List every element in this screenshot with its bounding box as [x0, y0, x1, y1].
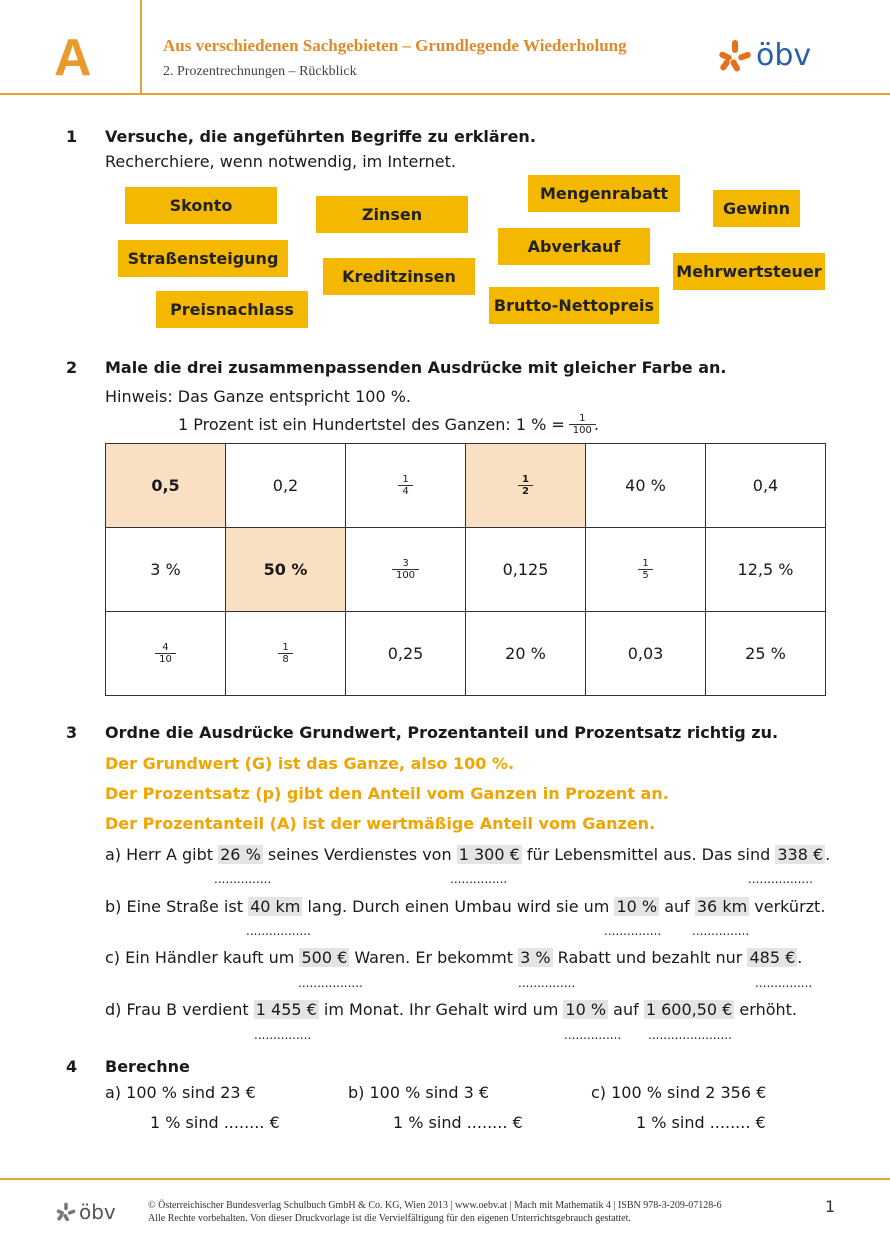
term-tag: Gewinn: [713, 190, 800, 227]
task-instruction: Recherchiere, wenn notwendig, im Internet.: [105, 152, 456, 171]
task-number: 3: [66, 723, 78, 742]
exercise-4a: a) 100 % sind 23 €: [105, 1083, 256, 1102]
exercise-text: seines Verdienstes von: [262, 845, 457, 864]
term-tag: Brutto-Nettopreis: [489, 287, 659, 324]
hint-text-fraction: [178, 413, 599, 436]
answer-4c[interactable]: 1 % sind ........ €: [636, 1113, 766, 1132]
fraction: [394, 558, 417, 581]
copyright-line: © Österreichischer Bundesverlag Schulbuch GmbH & Co. KG, Wien 2013 | www.oebv.at | Mach mit Mathematik 4 | ISBN 978-3-209-07128-6: [148, 1200, 722, 1211]
table-cell[interactable]: [346, 444, 466, 528]
term-tag: Preisnachlass: [156, 291, 308, 328]
answer-blank[interactable]: ...............: [692, 924, 750, 938]
exercise-text: auf: [608, 1000, 644, 1019]
fraction-numerator: 1: [522, 474, 529, 485]
chapter-title: Aus verschiedenen Sachgebieten – Grundlegende Wiederholung: [163, 36, 627, 55]
star-icon: [718, 39, 752, 73]
chapter-letter: A: [54, 29, 92, 87]
table-cell[interactable]: [586, 528, 706, 612]
fraction: [157, 642, 174, 665]
task-title: Versuche, die angeführten Begriffe zu erklären.: [105, 127, 536, 146]
chapter-subtitle: 2. Prozentrechnungen – Rückblick: [163, 64, 357, 79]
fraction: [571, 413, 594, 436]
task-title: Berechne: [105, 1057, 190, 1076]
answer-blank[interactable]: .................: [246, 924, 311, 938]
footer-logo-text: öbv: [79, 1200, 116, 1224]
page-number: 1: [825, 1197, 836, 1216]
definition-prozentsatz: Der Prozentsatz (p) gibt den Anteil vom Ganzen in Prozent an.: [105, 784, 669, 803]
exercise-text: .: [825, 845, 831, 864]
answer-blank[interactable]: ...............: [518, 976, 576, 990]
value-box: 40 km: [250, 897, 301, 916]
answer-blank[interactable]: ...............: [755, 976, 813, 990]
exercise-a: [105, 845, 830, 864]
table-cell[interactable]: 3 %: [106, 528, 226, 612]
table-cell[interactable]: 40 %: [586, 444, 706, 528]
task-number: 1: [66, 127, 78, 146]
value-box: 26 %: [220, 845, 261, 864]
answer-blank[interactable]: ...............: [450, 872, 508, 886]
fraction: [280, 642, 290, 665]
exercise-d: [105, 1000, 797, 1019]
hint-suffix: .: [593, 415, 599, 434]
exercise-text: lang. Durch einen Umbau wird sie um: [302, 897, 615, 916]
header-divider-horizontal: [0, 93, 890, 95]
value-box: 338 €: [777, 845, 824, 864]
table-cell[interactable]: 0,5: [106, 444, 226, 528]
value-box: 1 600,50 €: [645, 1000, 733, 1019]
table-cell[interactable]: 0,25: [346, 612, 466, 696]
fraction: [400, 474, 410, 497]
definition-grundwert: Der Grundwert (G) ist das Ganze, also 100 %.: [105, 754, 515, 773]
value-box: 10 %: [565, 1000, 607, 1019]
exercise-4b: b) 100 % sind 3 €: [348, 1083, 490, 1102]
fraction-numerator: 1: [402, 474, 409, 485]
value-box: 1 455 €: [255, 1000, 317, 1019]
table-cell[interactable]: [346, 528, 466, 612]
answer-blank[interactable]: .................: [298, 976, 363, 990]
publisher-logo: [718, 38, 811, 73]
answer-blank[interactable]: ...............: [254, 1028, 312, 1042]
fraction-denominator: 100: [395, 570, 416, 581]
table-row: [106, 528, 826, 612]
value-box: 10 %: [616, 897, 658, 916]
exercise-4c: c) 100 % sind 2 356 €: [591, 1083, 767, 1102]
value-box: 500 €: [301, 948, 348, 967]
answer-4a[interactable]: 1 % sind ........ €: [150, 1113, 280, 1132]
exercise-text: auf: [659, 897, 695, 916]
table-cell[interactable]: 20 %: [466, 612, 586, 696]
answer-4b[interactable]: 1 % sind ........ €: [393, 1113, 523, 1132]
answer-blank[interactable]: ...............: [604, 924, 662, 938]
exercise-text: Waren. Er bekommt: [349, 948, 519, 967]
exercise-c: [105, 948, 802, 967]
answer-blank[interactable]: ...............: [564, 1028, 622, 1042]
table-cell[interactable]: 0,03: [586, 612, 706, 696]
fraction-numerator: 1: [579, 413, 586, 424]
task-number: 2: [66, 358, 78, 377]
answer-blank[interactable]: .................: [748, 872, 813, 886]
star-icon: [56, 1202, 76, 1222]
exercise-text: c) Ein Händler kauft um: [105, 948, 300, 967]
task-number: 4: [66, 1057, 78, 1076]
rights-line: Alle Rechte vorbehalten. Von dieser Druckvorlage ist die Vervielfältigung für den eigenen Unterrichtsgebrauch gestattet.: [148, 1213, 631, 1224]
exercise-text: b) Eine Straße ist: [105, 897, 249, 916]
exercise-b: [105, 897, 825, 916]
exercise-text: .: [797, 948, 803, 967]
task-title: Ordne die Ausdrücke Grundwert, Prozentanteil und Prozentsatz richtig zu.: [105, 723, 779, 742]
table-row: [106, 612, 826, 696]
fraction-numerator: 1: [282, 642, 289, 653]
term-tag: Zinsen: [316, 196, 468, 233]
term-tag: Straßensteigung: [118, 240, 288, 277]
exercise-text: für Lebensmittel aus. Das sind: [521, 845, 776, 864]
table-row: [106, 444, 826, 528]
fraction: [520, 474, 531, 497]
term-tag: Mehrwertsteuer: [673, 253, 825, 290]
fraction-denominator: 8: [282, 654, 289, 665]
table-cell[interactable]: 12,5 %: [706, 528, 826, 612]
table-cell[interactable]: 50 %: [226, 528, 346, 612]
fraction-numerator: 4: [162, 642, 169, 653]
fraction-denominator: 2: [522, 486, 529, 497]
hint-text: Hinweis: Das Ganze entspricht 100 %.: [105, 387, 412, 406]
term-tag: Mengenrabatt: [528, 175, 680, 212]
exercise-text: im Monat. Ihr Gehalt wird um: [318, 1000, 564, 1019]
table-cell[interactable]: [466, 444, 586, 528]
fraction-denominator: 100: [572, 425, 592, 436]
exercise-text: Rabatt und bezahlt nur: [552, 948, 748, 967]
definition-prozentanteil: Der Prozentanteil (A) ist der wertmäßige Anteil vom Ganzen.: [105, 814, 656, 833]
table-cell[interactable]: 0,2: [226, 444, 346, 528]
exercise-text: d) Frau B verdient: [105, 1000, 254, 1019]
term-tag: Kreditzinsen: [323, 258, 475, 295]
fraction-numerator: 1: [642, 558, 649, 569]
term-tag: Abverkauf: [498, 228, 650, 265]
fraction-denominator: 10: [159, 654, 172, 665]
table-cell[interactable]: 0,125: [466, 528, 586, 612]
fraction-numerator: 3: [402, 558, 409, 569]
footer-logo: [56, 1200, 116, 1224]
table-cell[interactable]: 0,4: [706, 444, 826, 528]
value-box: 36 km: [696, 897, 748, 916]
value-box: 1 300 €: [458, 845, 520, 864]
matching-table: [105, 443, 826, 696]
footer-divider: [0, 1178, 890, 1180]
exercise-text: verkürzt.: [749, 897, 826, 916]
answer-blank[interactable]: ......................: [648, 1028, 732, 1042]
fraction-denominator: 4: [402, 486, 409, 497]
task-title: Male die drei zusammenpassenden Ausdrücke mit gleicher Farbe an.: [105, 358, 727, 377]
term-tag: Skonto: [125, 187, 277, 224]
fraction: [640, 558, 650, 581]
logo-text: öbv: [756, 38, 812, 73]
header-divider-vertical: [140, 0, 142, 95]
table-cell[interactable]: 25 %: [706, 612, 826, 696]
value-box: 3 %: [520, 948, 551, 967]
hint-prefix: 1 Prozent ist ein Hundertstel des Ganzen: 1 % =: [178, 415, 565, 434]
value-box: 485 €: [749, 948, 796, 967]
exercise-text: a) Herr A gibt: [105, 845, 219, 864]
answer-blank[interactable]: ...............: [214, 872, 272, 886]
table-cell[interactable]: [106, 612, 226, 696]
table-cell[interactable]: [226, 612, 346, 696]
exercise-text: erhöht.: [734, 1000, 797, 1019]
fraction-denominator: 5: [642, 570, 649, 581]
